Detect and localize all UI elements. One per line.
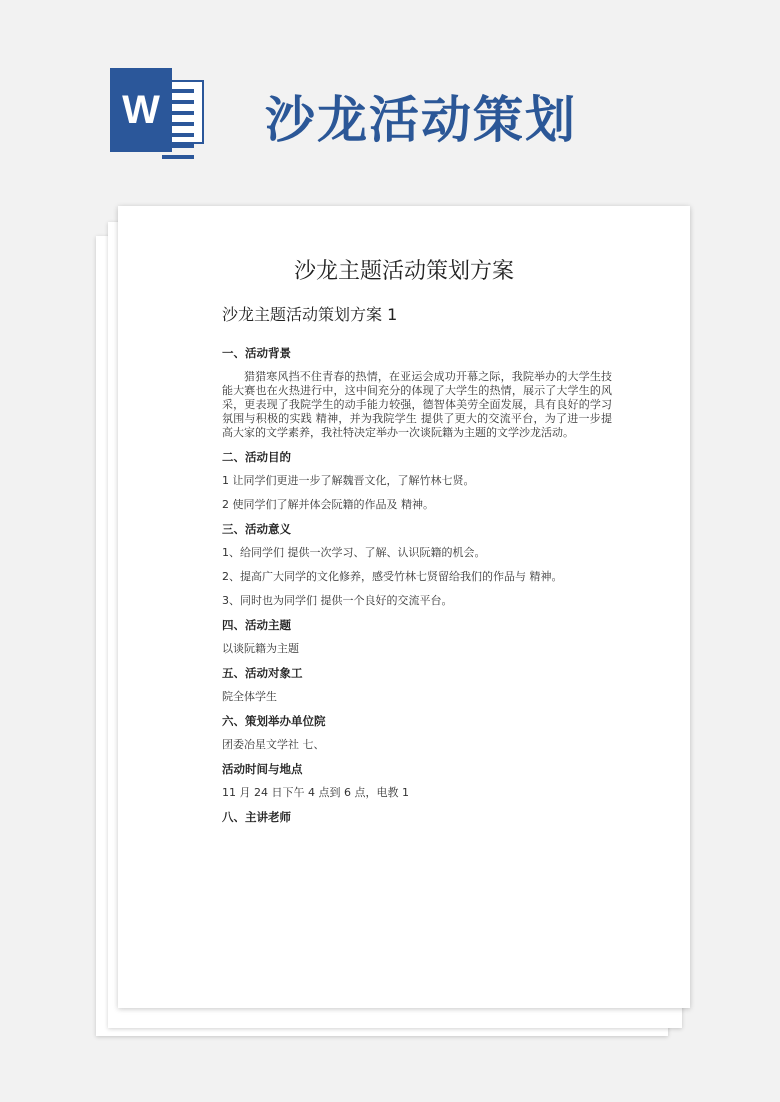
section-heading: 五、活动对象工	[222, 666, 303, 680]
section-heading: 八、主讲老师	[222, 810, 291, 824]
purpose-item: 1 让同学们更进一步了解魏晋文化，了解竹林七贤。	[222, 474, 475, 487]
theme-text: 以谈阮籍为主题	[222, 642, 299, 655]
organizer-text: 团委冶星文学社 七、	[222, 738, 325, 751]
significance-item: 1、给同学们 提供一次学习、了解、认识阮籍的机会。	[222, 546, 486, 559]
document-page	[118, 206, 690, 1008]
significance-item: 3、同时也为同学们 提供一个良好的交流平台。	[222, 594, 453, 607]
purpose-item: 2 使同学们了解并体会阮籍的作品及 精神。	[222, 498, 434, 511]
document-body	[222, 346, 612, 834]
section-heading: 三、活动意义	[222, 522, 291, 536]
audience-text: 院全体学生	[222, 690, 277, 703]
time-place-text: 11 月 24 日下午 4 点到 6 点，电教 1	[222, 786, 409, 799]
section-heading: 一、活动背景	[222, 346, 291, 360]
section-heading: 六、策划举办单位院	[222, 714, 326, 728]
document-subtitle: 沙龙主题活动策划方案 1	[222, 305, 398, 324]
section-heading: 活动时间与地点	[222, 762, 303, 776]
background-paragraph: 猎猎寒风挡不住青春的热情，在亚运会成功开幕之际，我院举办的大学生技能大赛也在火热进行中，这中间充分的体现了大学生的热情，展示了大学生的风采，更表现了我院学生的动手能力较强，德智体美劳全面发展，具有良好的学习氛围与积极的实践 精神，并为我院学生 提供了更大的交流平台，为了进一步提高大家的文学素养，我社特决定举办一次谈阮籍为主题的文学沙龙活动。	[222, 370, 612, 439]
cover-title: 沙龙活动策划	[265, 90, 577, 149]
document-title: 沙龙主题活动策划方案	[293, 259, 514, 284]
word-w-icon: W	[110, 68, 172, 152]
section-heading: 二、活动目的	[222, 450, 291, 464]
section-heading: 四、活动主题	[222, 618, 291, 632]
significance-item: 2、提高广大同学的文化修养，感受竹林七贤留给我们的作品与 精神。	[222, 570, 563, 583]
word-logo	[110, 68, 208, 152]
